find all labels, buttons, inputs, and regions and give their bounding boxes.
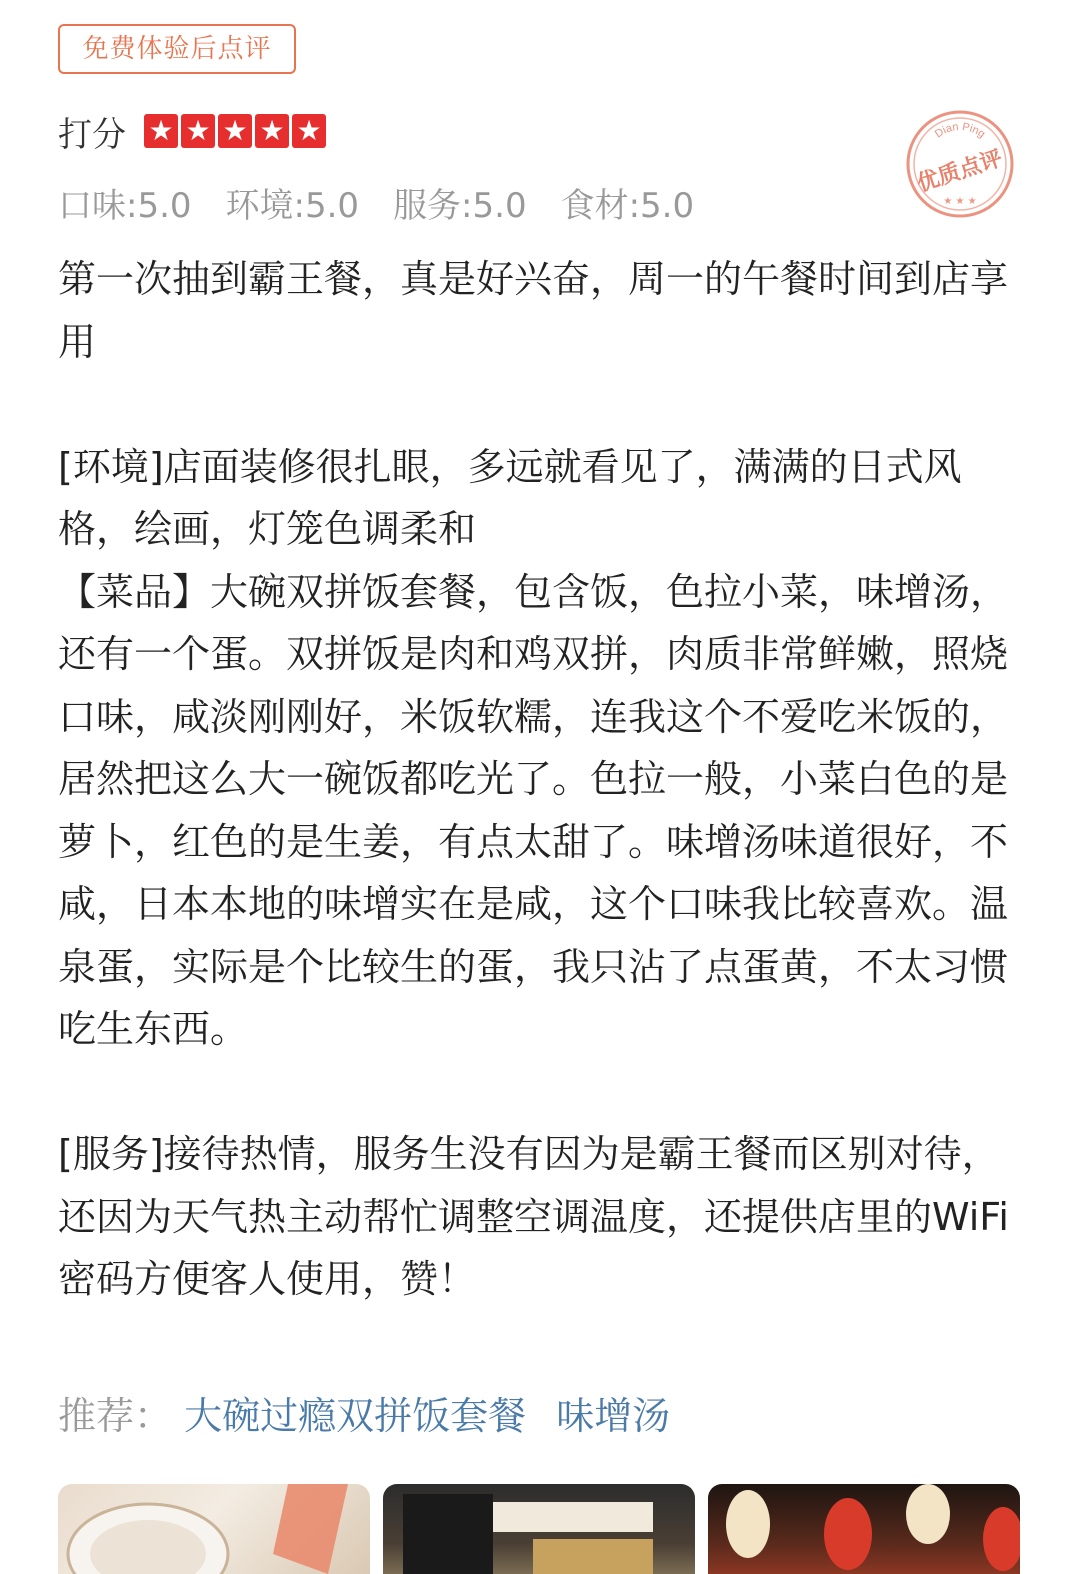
- rating-label: 打分: [58, 114, 126, 155]
- lanterns-photo[interactable]: [708, 1484, 1020, 1574]
- recommended-dish-link[interactable]: 大碗过瘾双拼饭套餐: [184, 1394, 527, 1438]
- score-environment: 环境:5.0: [225, 186, 360, 226]
- review-body: [58, 248, 1018, 1311]
- free-trial-review-tag: 免费体验后点评: [58, 24, 296, 74]
- svg-text:★ ★ ★: ★ ★ ★: [943, 196, 977, 207]
- svg-text:Dian Ping: [933, 121, 987, 140]
- quality-review-stamp-icon: [904, 108, 1016, 220]
- star-icon: ★: [181, 114, 215, 148]
- star-icon: ★: [144, 114, 178, 148]
- star-icon: ★: [255, 114, 289, 148]
- score-ingredients: 食材:5.0: [560, 186, 695, 226]
- score-taste: 口味:5.0: [58, 186, 192, 226]
- review-service: [服务]接待热情，服务生没有因为是霸王餐而区别对待，还因为天气热主动帮忙调整空调温度，还提供店里的WiFi 密码方便客人使用，赞！: [58, 1132, 1009, 1301]
- star-icon: ★: [292, 114, 326, 148]
- star-icon: ★: [218, 114, 252, 148]
- review-dishes: 【菜品】大碗双拼饭套餐，包含饭，色拉小菜，味增汤，还有一个蛋。双拼饭是肉和鸡双拼，肉质非常鲜嫩，照烧口味，咸淡刚刚好，米饭软糯，连我这个不爱吃米饭的，居然把这么大一碗饭都吃光了。色拉一般，小菜白色的是萝卜，红色的是生姜，有点太甜了。味增汤味道很好，不咸，日本本地的味增实在是咸，这个口味我比较喜欢。温泉蛋，实际是个比较生的蛋，我只沾了点蛋黄，不太习惯吃生东西。: [58, 569, 1009, 1051]
- sub-scores: [58, 178, 694, 227]
- recommended-dishes: [58, 1390, 688, 1442]
- review-photos: [58, 1484, 1020, 1574]
- recommended-dish-link[interactable]: 味增汤: [556, 1394, 671, 1438]
- recommend-label: 推荐：: [58, 1394, 173, 1438]
- dish-photo[interactable]: [58, 1484, 370, 1574]
- star-rating: [144, 114, 326, 148]
- review-intro: 第一次抽到霸王餐，真是好兴奋，周一的午餐时间到店享用: [58, 257, 1009, 364]
- stamp-top-text: Dian Ping: [932, 120, 988, 141]
- score-service: 服务:5.0: [393, 186, 527, 226]
- storefront-photo[interactable]: [383, 1484, 695, 1574]
- rating-row: [58, 106, 326, 156]
- review-environment: [环境]店面装修很扎眼，多远就看见了，满满的日式风格，绘画，灯笼色调柔和: [58, 444, 962, 551]
- stamp-main-text: 优质点评: [914, 146, 1006, 198]
